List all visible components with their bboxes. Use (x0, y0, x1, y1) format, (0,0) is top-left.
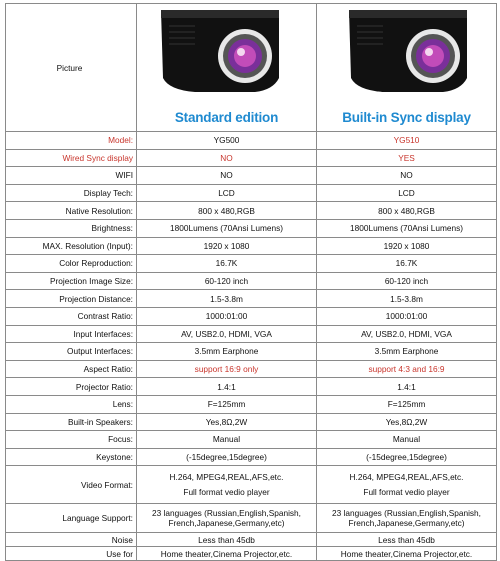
picture-row (6, 4, 497, 132)
spec-row (6, 132, 497, 150)
spec-label: Aspect Ratio: (6, 360, 137, 378)
video_format-value-yg510 (317, 466, 497, 504)
language-label: Language Support: (6, 504, 137, 533)
spec-value-yg510: NO (317, 167, 497, 185)
spec-value-yg510: F=125mm (317, 395, 497, 413)
spec-value-yg510: AV, USB2.0, HDMI, VGA (317, 325, 497, 343)
spec-table (5, 3, 497, 561)
spec-row (6, 202, 497, 220)
spec-value-yg500: LCD (137, 184, 317, 202)
spec-value-yg500: AV, USB2.0, HDMI, VGA (137, 325, 317, 343)
spec-value-yg500: Yes,8Ω,2W (137, 413, 317, 431)
projector-image-left (155, 4, 285, 99)
spec-label: Projector Ratio: (6, 378, 137, 396)
spec-row (6, 237, 497, 255)
language-line-1: 23 languages (Russian,English,Spanish, (332, 508, 481, 519)
spec-row (6, 290, 497, 308)
spec-label: Brightness: (6, 219, 137, 237)
video_format-line-2: Full format vedio player (363, 487, 450, 498)
spec-label: Input Interfaces: (6, 325, 137, 343)
spec-value-yg500: support 16:9 only (137, 360, 317, 378)
spec-value-yg510: Manual (317, 431, 497, 449)
language-line-1: 23 languages (Russian,English,Spanish, (152, 508, 301, 519)
spec-label: MAX. Resolution (Input): (6, 237, 137, 255)
spec-label: Projection Image Size: (6, 272, 137, 290)
spec-value-yg510: 1.4:1 (317, 378, 497, 396)
spec-value-yg510: YG510 (317, 132, 497, 150)
spec-value-yg500: YG500 (137, 132, 317, 150)
spec-row (6, 413, 497, 431)
spec-value-yg510: Less than 45db (317, 533, 497, 547)
spec-comparison-sheet (5, 3, 496, 559)
spec-row (6, 149, 497, 167)
spec-value-yg510: 60-120 inch (317, 272, 497, 290)
video_format-label: Video Format: (6, 466, 137, 504)
video_format-line-2: Full format vedio player (183, 487, 270, 498)
spec-value-yg510: Yes,8Ω,2W (317, 413, 497, 431)
spec-label: Projection Distance: (6, 290, 137, 308)
spec-value-yg510: 16.7K (317, 255, 497, 273)
spec-value-yg510: 800 x 480,RGB (317, 202, 497, 220)
spec-value-yg510: 3.5mm Earphone (317, 343, 497, 361)
spec-value-yg500: (-15degree,15degree) (137, 448, 317, 466)
picture-label: Picture (6, 4, 137, 132)
spec-row (6, 448, 497, 466)
language-row (6, 504, 497, 533)
spec-value-yg500: 1.4:1 (137, 378, 317, 396)
spec-row (6, 547, 497, 561)
language-value-yg510 (317, 504, 497, 533)
spec-label: Use for (6, 547, 137, 561)
spec-value-yg500: 16.7K (137, 255, 317, 273)
spec-row (6, 272, 497, 290)
spec-label: Wired Sync display (6, 149, 137, 167)
spec-value-yg510: support 4:3 and 16:9 (317, 360, 497, 378)
spec-row (6, 343, 497, 361)
sync-edition-caption: Built-in Sync display (342, 110, 471, 125)
spec-value-yg510: 1.5-3.8m (317, 290, 497, 308)
spec-value-yg500: 800 x 480,RGB (137, 202, 317, 220)
spec-row (6, 325, 497, 343)
spec-value-yg510: 1000:01:00 (317, 307, 497, 325)
spec-value-yg510: Home theater,Cinema Projector,etc. (317, 547, 497, 561)
spec-row (6, 255, 497, 273)
spec-value-yg510: (-15degree,15degree) (317, 448, 497, 466)
spec-value-yg500: F=125mm (137, 395, 317, 413)
spec-value-yg510: YES (317, 149, 497, 167)
spec-row (6, 167, 497, 185)
projector-image-right (343, 4, 473, 99)
language-line-2: French,Japanese,Germany,etc) (348, 518, 465, 529)
standard-edition-caption: Standard edition (174, 110, 279, 125)
spec-label: Built-in Speakers: (6, 413, 137, 431)
video_format-line-1: H.264, MPEG4,REAL,AFS,etc. (349, 472, 464, 483)
spec-value-yg500: 1000:01:00 (137, 307, 317, 325)
spec-value-yg500: NO (137, 149, 317, 167)
picture-cell-sync (317, 4, 497, 132)
spec-value-yg500: Manual (137, 431, 317, 449)
spec-label: Output Interfaces: (6, 343, 137, 361)
spec-row (6, 307, 497, 325)
language-value-yg500 (137, 504, 317, 533)
spec-value-yg500: Home theater,Cinema Projector,etc. (137, 547, 317, 561)
picture-cell-standard (137, 4, 317, 132)
spec-value-yg500: 3.5mm Earphone (137, 343, 317, 361)
language-line-2: French,Japanese,Germany,etc) (168, 518, 285, 529)
spec-row (6, 378, 497, 396)
spec-value-yg500: 1800Lumens (70Ansi Lumens) (137, 219, 317, 237)
spec-value-yg500: Less than 45db (137, 533, 317, 547)
spec-value-yg510: 1920 x 1080 (317, 237, 497, 255)
spec-row (6, 431, 497, 449)
spec-label: Lens: (6, 395, 137, 413)
spec-value-yg510: LCD (317, 184, 497, 202)
spec-label: Contrast Ratio: (6, 307, 137, 325)
spec-value-yg500: 1920 x 1080 (137, 237, 317, 255)
spec-row (6, 395, 497, 413)
spec-row (6, 219, 497, 237)
spec-label: Native Resolution: (6, 202, 137, 220)
spec-label: Focus: (6, 431, 137, 449)
spec-label: Noise (6, 533, 137, 547)
spec-label: Display Tech: (6, 184, 137, 202)
spec-value-yg500: 60-120 inch (137, 272, 317, 290)
video_format-row (6, 466, 497, 504)
spec-label: Color Reproduction: (6, 255, 137, 273)
spec-value-yg500: 1.5-3.8m (137, 290, 317, 308)
video_format-value-yg500 (137, 466, 317, 504)
spec-row (6, 360, 497, 378)
spec-label: WIFI (6, 167, 137, 185)
spec-value-yg500: NO (137, 167, 317, 185)
spec-value-yg510: 1800Lumens (70Ansi Lumens) (317, 219, 497, 237)
spec-row (6, 533, 497, 547)
video_format-line-1: H.264, MPEG4,REAL,AFS,etc. (169, 472, 284, 483)
spec-row (6, 184, 497, 202)
spec-label: Keystone: (6, 448, 137, 466)
spec-label: Model: (6, 132, 137, 150)
